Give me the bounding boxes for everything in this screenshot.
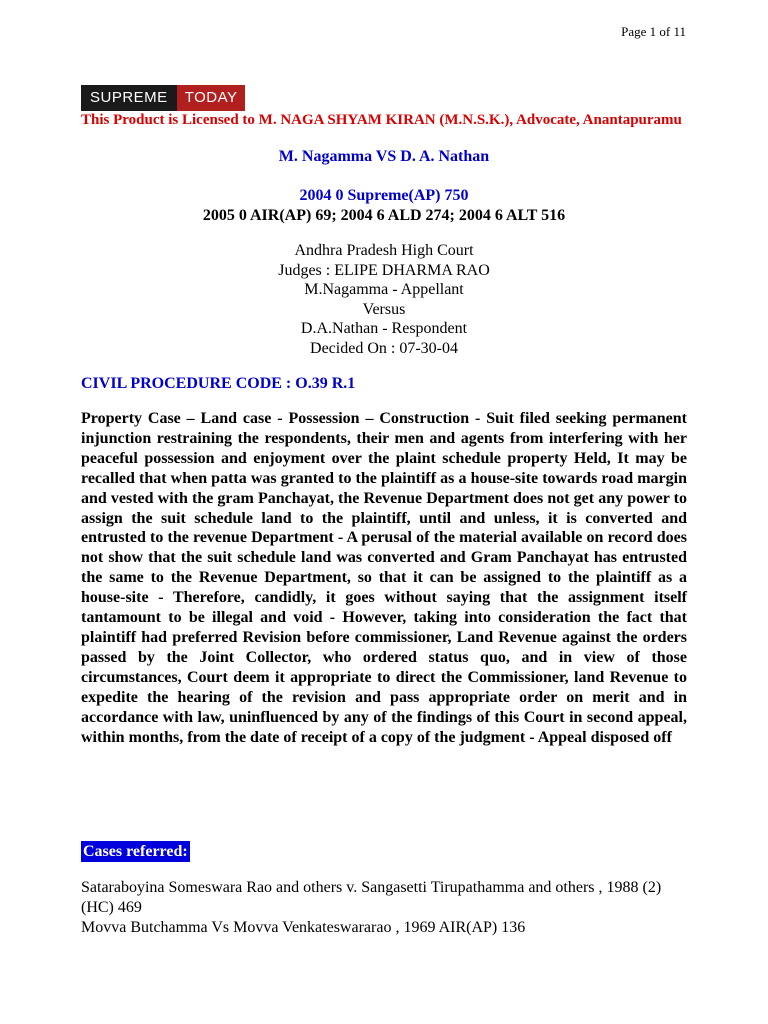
logo-text-supreme: SUPREME xyxy=(81,85,177,111)
case-title: M. Nagamma VS D. A. Nathan xyxy=(278,148,490,165)
case-details xyxy=(0,241,768,359)
license-notice: This Product is Licensed to M. NAGA SHYAM KIRAN (M.N.S.K.), Advocate, Anantapuramu xyxy=(81,112,682,128)
equivalent-citations: 2005 0 AIR(AP) 69; 2004 6 ALD 274; 2004 6 ALT 516 xyxy=(202,207,566,224)
versus: Versus xyxy=(362,300,406,318)
decided-on: Decided On : 07-30-04 xyxy=(310,339,458,357)
subject-heading: CIVIL PROCEDURE CODE : O.39 R.1 xyxy=(81,375,356,392)
list-item: Sataraboyina Someswara Rao and others v. Sangasetti Tirupathamma and others , 1988 (2) (HC) 469 xyxy=(81,879,662,916)
respondent: D.A.Nathan - Respondent xyxy=(300,320,468,338)
appellant: M.Nagamma - Appellant xyxy=(304,281,464,299)
cases-referred-heading: Cases referred: xyxy=(83,843,188,860)
case-citation: 2004 0 Supreme(AP) 750 xyxy=(299,187,469,204)
court-name: Andhra Pradesh High Court xyxy=(294,242,474,259)
judges: Judges : ELIPE DHARMA RAO xyxy=(278,261,490,279)
list-item: Movva Butchamma Vs Movva Venkateswararao , 1969 AIR(AP) 136 xyxy=(81,919,526,936)
cases-referred-list xyxy=(81,878,687,938)
supreme-today-logo xyxy=(81,85,245,111)
headnote-paragraph: Property Case – Land case - Possession – Construction - Suit filed seeking permanent injunction restraining the respondents, their men and agents from interfering with her peaceful possession and enjoyment over the plaint schedule property Held, It may be recalled that when patta was granted to the plaintiff as a house-site towards road margin and vested with the gram Panchayat, the Revenue Department does not get any power to assign the suit schedule land to the plaintiff, until and unless, it is converted and entrusted to the revenue Department - A perusal of the material available on record does not show that the suit schedule land was converted and Gram Panchayat has entrusted the same to the Revenue Department, so that it can be assigned to the plaintiff as a house-site - Therefore, candidly, it goes without saying that the assignment itself tantamount to be illegal and void - However, taking into consideration the fact that plaintiff had preferred Revision before commissioner, Land Revenue against the orders passed by the Joint Collector, who ordered status quo, and in view of those circumstances, Court deem it appropriate to direct the Commissioner, land Revenue to expedite the hearing of the revision and pass appropriate order on merit and in accordance with law, uninfluenced by any of the findings of this Court in second appeal, within months, from the date of receipt of a copy of the judgment - Appeal disposed off xyxy=(81,410,687,746)
page-number: Page 1 of 11 xyxy=(621,24,686,39)
logo-text-today: TODAY xyxy=(177,85,246,111)
